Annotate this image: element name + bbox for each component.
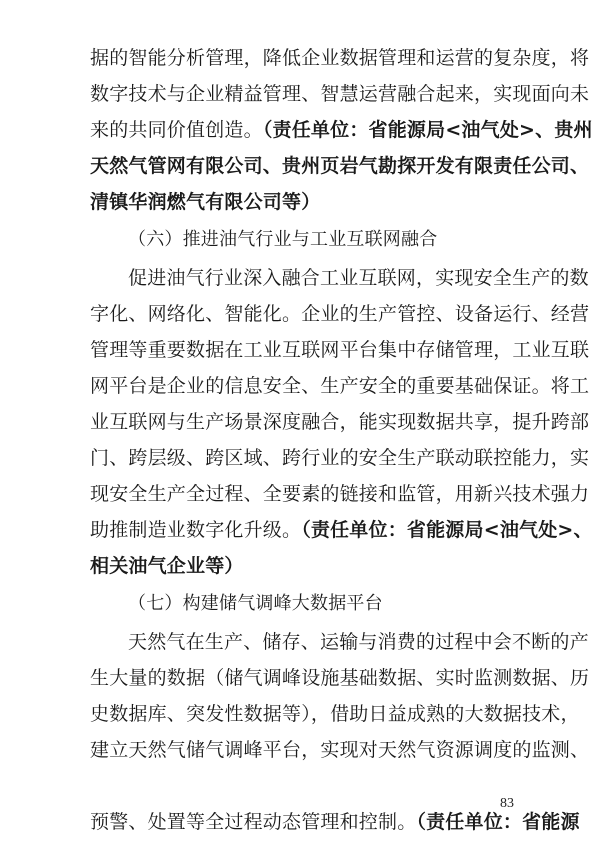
- section-heading-7: （七）构建储气调峰大数据平台: [128, 593, 383, 614]
- responsibility-note-line: 清镇华润燃气有限公司等）: [90, 191, 321, 213]
- responsibility-note: （责任单位：省能源局<油气处>、: [301, 519, 593, 541]
- page-number: 83: [500, 796, 514, 811]
- paragraph-line: 网平台是企业的信息安全、生产安全的重要基础保证。将工: [90, 375, 590, 397]
- paragraph-line: 生大量的数据（储气调峰设施基础数据、实时监测数据、历: [90, 667, 590, 689]
- paragraph-line: [90, 514, 593, 546]
- paragraph-line: 业互联网与生产场景深度融合，能实现数据共享，提升跨部: [90, 411, 590, 433]
- responsibility-note: （责任单位：省能源: [416, 811, 580, 833]
- paragraph-line: 管理等重要数据在工业互联网平台集中存储管理，工业互联: [90, 339, 590, 361]
- paragraph-line: 天然气在生产、储存、运输与消费的过程中会不断的产: [128, 631, 589, 653]
- responsibility-note-line: 天然气管网有限公司、贵州页岩气勘探开发有限责任公司、: [90, 155, 590, 177]
- body-text: 助推制造业数字化升级。: [90, 519, 302, 541]
- paragraph-line: 字化、网络化、智能化。企业的生产管控、设备运行、经营: [90, 303, 590, 325]
- paragraph-line: 建立天然气储气调峰平台，实现对天然气资源调度的监测、: [90, 739, 590, 761]
- paragraph-line: [90, 114, 593, 146]
- paragraph-line: 促进油气行业深入融合工业互联网，实现安全生产的数: [128, 267, 589, 289]
- paragraph-line: 史数据库、突发性数据等），借助日益成熟的大数据技术，: [90, 703, 580, 725]
- body-text: 预警、处置等全过程动态管理和控制。: [90, 811, 417, 833]
- body-text: 来的共同价值创造。: [90, 119, 263, 141]
- responsibility-note: （责任单位：省能源局<油气处>、贵州: [262, 119, 593, 141]
- paragraph-line: 门、跨层级、跨区域、跨行业的安全生产联动联控能力，实: [90, 447, 590, 469]
- paragraph-line: 据的智能分析管理，降低企业数据管理和运营的复杂度，将: [90, 47, 590, 69]
- paragraph-line: 数字技术与企业精益管理、智慧运营融合起来，实现面向未: [90, 83, 590, 105]
- paragraph-line: [90, 806, 580, 838]
- section-heading-6: （六）推进油气行业与工业互联网融合: [128, 229, 438, 250]
- paragraph-line: 现安全生产全过程、全要素的链接和监管，用新兴技术强力: [90, 483, 590, 505]
- responsibility-note-line: 相关油气企业等）: [90, 555, 244, 577]
